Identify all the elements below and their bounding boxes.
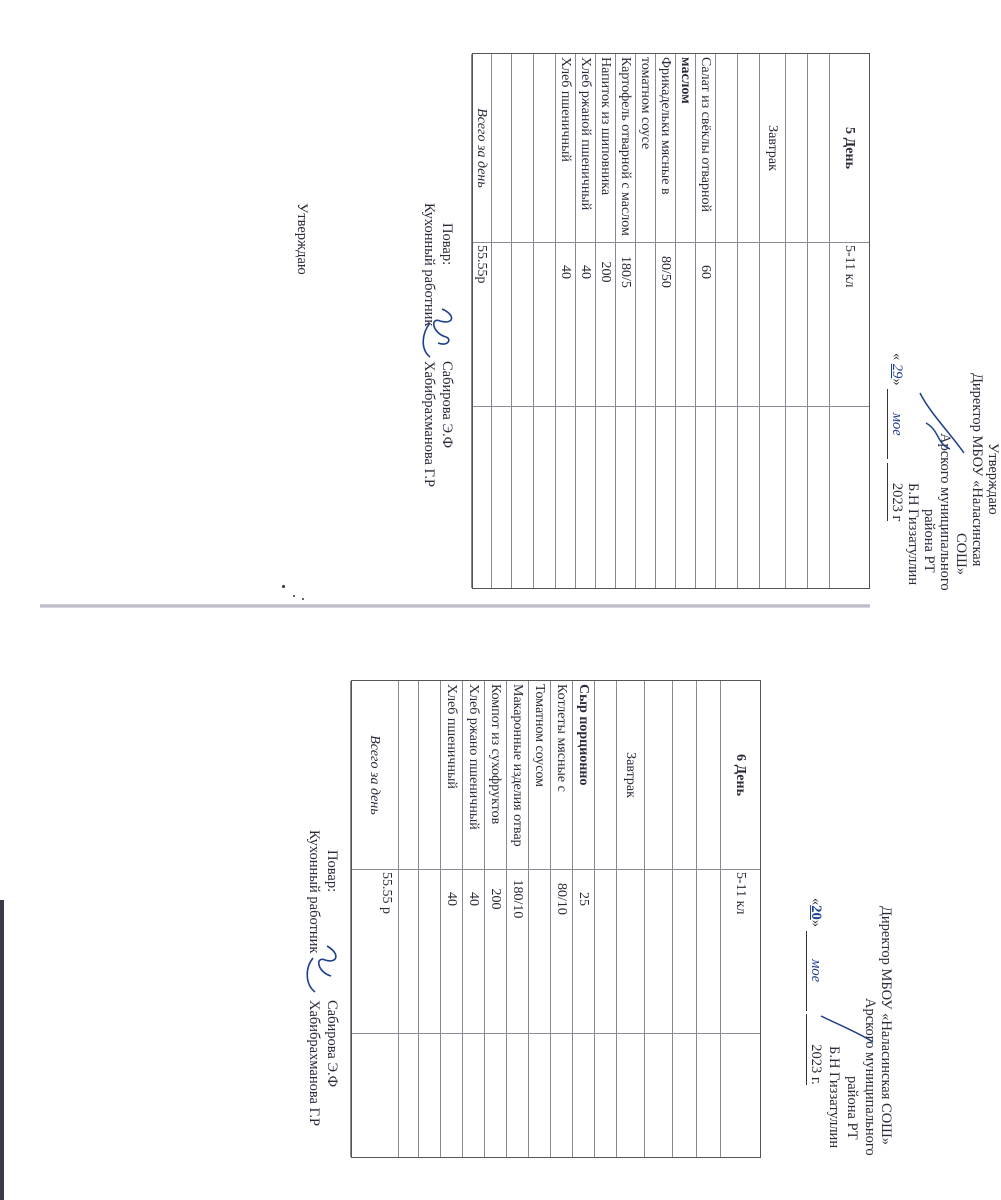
dish-portion: 40 bbox=[444, 892, 460, 906]
dish-name: Картофель отварной с маслом bbox=[618, 57, 634, 236]
table-row bbox=[644, 681, 672, 1157]
handwritten-signature-cook bbox=[301, 940, 343, 1000]
table-row bbox=[635, 54, 655, 588]
table-row bbox=[655, 54, 675, 588]
handwritten-signature-director bbox=[817, 1006, 877, 1056]
table-row bbox=[511, 54, 533, 588]
table-row bbox=[575, 54, 595, 588]
table-row bbox=[440, 681, 462, 1157]
column-divider bbox=[352, 1033, 760, 1034]
table-row bbox=[696, 681, 720, 1157]
dish-portion: 80/10 bbox=[554, 883, 570, 915]
cook-name: Сабирова Э.Ф bbox=[324, 1000, 340, 1088]
dish-name: Хлеб ржаной пшеничный bbox=[578, 57, 594, 211]
director-name: Б.Н Гиззатуллин bbox=[826, 1046, 842, 1149]
approval-header bbox=[765, 680, 901, 1158]
dish-portion: 200 bbox=[598, 261, 614, 283]
approval-date: «20» мое 2023 г. bbox=[808, 898, 824, 1085]
table-row bbox=[398, 681, 418, 1157]
table-row bbox=[675, 54, 695, 588]
table-row bbox=[533, 54, 555, 588]
meal-label: Завтрак bbox=[765, 125, 781, 171]
dish-name: Макаронные изделия отвар bbox=[510, 684, 526, 847]
kitchen-worker-label: Кухонный работник bbox=[306, 830, 322, 954]
dish-name: Компот из сухофруктов bbox=[488, 684, 504, 825]
grade-label: 5-11 кл bbox=[733, 872, 749, 915]
cook-label: Повар: bbox=[439, 223, 455, 266]
district-line: Арского муниципального bbox=[862, 998, 878, 1156]
director-name: Б.Н Гиззатуллин bbox=[905, 483, 921, 586]
handwritten-signature-cook bbox=[416, 303, 460, 363]
table-row bbox=[616, 681, 644, 1157]
dish-portion: 25 bbox=[576, 892, 592, 906]
dish-name: Хлеб ржано пшеничный bbox=[466, 684, 482, 830]
table-row bbox=[672, 681, 696, 1157]
approval-date: « 29» мое 2023 г bbox=[889, 353, 905, 522]
dish-name: Напиток из шиповника bbox=[598, 57, 614, 196]
dish-name: Хлеб пшеничный bbox=[444, 684, 460, 789]
dish-name: Фрикадельки мясные в bbox=[658, 57, 674, 195]
total-value: 55.55р bbox=[474, 245, 490, 284]
kitchen-worker-label: Кухонный работник bbox=[421, 203, 437, 327]
school-abbreviation: СОШ» bbox=[953, 533, 969, 576]
menu-sheet-day-6 bbox=[161, 680, 894, 1158]
dish-portion: 80/50 bbox=[658, 256, 674, 288]
menu-sheet-day-5 bbox=[260, 53, 1001, 609]
table-row bbox=[506, 681, 528, 1157]
table-row bbox=[550, 681, 572, 1157]
day-title: 5 День bbox=[842, 127, 858, 169]
table-row bbox=[484, 681, 506, 1157]
table-row bbox=[695, 54, 715, 588]
dish-portion: 40 bbox=[466, 892, 482, 906]
dish-name: Сыр порционно bbox=[576, 684, 592, 786]
table-row bbox=[785, 54, 807, 588]
table-row bbox=[759, 54, 785, 588]
director-title: Директор МБОУ «Наласинская bbox=[969, 373, 985, 567]
dish-portion: 180/5 bbox=[618, 256, 634, 288]
dish-name: Котлеты мясные с bbox=[554, 684, 570, 792]
dish-portion: 180/10 bbox=[510, 879, 526, 919]
table-row bbox=[715, 54, 737, 588]
table-row bbox=[737, 54, 759, 588]
district-line: Арского муниципального bbox=[937, 433, 953, 591]
approval-header bbox=[872, 53, 1000, 589]
table-row bbox=[615, 54, 635, 588]
total-label: Всего за день bbox=[474, 108, 490, 188]
dish-portion: 60 bbox=[698, 265, 714, 279]
dish-portion: 200 bbox=[488, 888, 504, 910]
kitchen-worker-name: Хабибрахманова Г.Р bbox=[306, 1000, 322, 1127]
table-row bbox=[491, 54, 511, 588]
table-row bbox=[595, 54, 615, 588]
menu-table bbox=[351, 680, 761, 1158]
cook-label: Повар: bbox=[324, 850, 340, 893]
approve-label: Утверждаю bbox=[985, 443, 1001, 515]
kitchen-worker-name: Хабибрахманова Г.Р bbox=[421, 361, 437, 488]
dish-portion: 40 bbox=[558, 265, 574, 279]
cook-name: Сабирова Э.Ф bbox=[439, 361, 455, 449]
director-title: Директор МБОУ «Наласинская СОШ» bbox=[878, 906, 894, 1146]
column-divider bbox=[473, 242, 869, 243]
day-title: 6 День bbox=[733, 754, 749, 796]
dish-portion: 40 bbox=[578, 265, 594, 279]
table-row bbox=[829, 54, 869, 588]
meal-label: Завтрак bbox=[623, 752, 639, 798]
table-row bbox=[555, 54, 575, 588]
region-line: района РТ bbox=[844, 1076, 860, 1140]
total-value: 55.55 р bbox=[379, 872, 394, 914]
column-divider bbox=[473, 406, 869, 407]
dish-name: Хлеб пшеничный bbox=[558, 57, 574, 162]
approve-label-next: Утверждаю bbox=[294, 203, 310, 275]
table-row bbox=[418, 681, 440, 1157]
menu-table bbox=[472, 53, 870, 589]
dish-name: маслом bbox=[678, 57, 694, 104]
dish-name: Томатном соусом bbox=[532, 684, 548, 788]
table-row bbox=[462, 681, 484, 1157]
dish-name: томатном соусе bbox=[638, 57, 654, 150]
scan-edge bbox=[0, 900, 4, 1200]
column-divider bbox=[352, 869, 760, 870]
dish-name: Салат из свёклы отварной bbox=[698, 57, 714, 212]
table-row bbox=[572, 681, 594, 1157]
table-row bbox=[471, 54, 491, 588]
region-line: района РТ bbox=[921, 509, 937, 573]
table-row bbox=[720, 681, 760, 1157]
grade-label: 5-11 кл bbox=[842, 245, 858, 288]
table-row bbox=[594, 681, 616, 1157]
table-row bbox=[350, 681, 398, 1157]
handwritten-signature-director bbox=[910, 383, 970, 483]
total-label: Всего за день bbox=[367, 735, 383, 815]
table-row bbox=[807, 54, 829, 588]
table-row bbox=[528, 681, 550, 1157]
